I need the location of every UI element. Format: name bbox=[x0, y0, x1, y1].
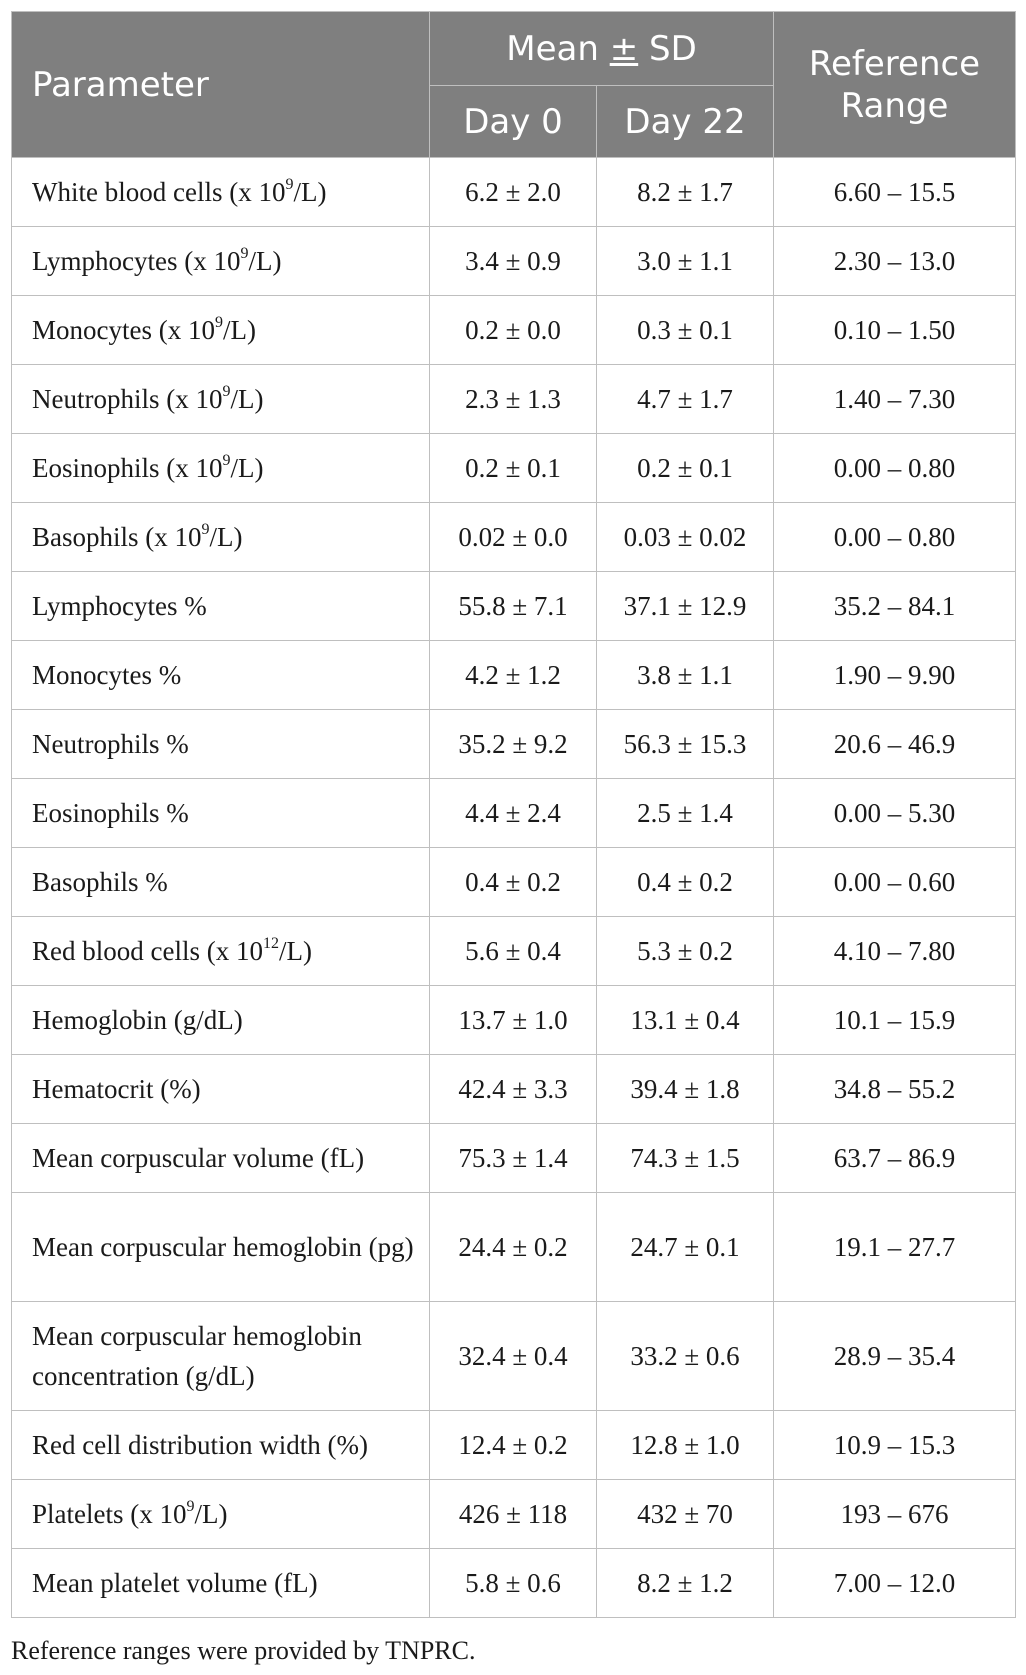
reference-range-cell: 0.00 – 0.80 bbox=[774, 503, 1016, 572]
parameter-name: Neutrophils (x 10 bbox=[32, 384, 223, 414]
day22-value-cell: 3.0 ± 1.1 bbox=[597, 227, 774, 296]
unit-exponent: 9 bbox=[285, 176, 294, 193]
parameter-cell bbox=[12, 227, 430, 296]
table-row bbox=[12, 848, 1016, 917]
table-row bbox=[12, 1480, 1016, 1549]
day0-value-cell: 13.7 ± 1.0 bbox=[430, 986, 597, 1055]
parameter-cell bbox=[12, 1055, 430, 1124]
day0-value-cell: 4.2 ± 1.2 bbox=[430, 641, 597, 710]
unit-exponent: 12 bbox=[262, 935, 279, 952]
table-row bbox=[12, 158, 1016, 227]
table-row bbox=[12, 710, 1016, 779]
reference-range-cell: 193 – 676 bbox=[774, 1480, 1016, 1549]
parameter-name: Mean platelet volume (fL) bbox=[32, 1568, 318, 1598]
table-row bbox=[12, 641, 1016, 710]
reference-range-cell: 6.60 – 15.5 bbox=[774, 158, 1016, 227]
reference-range-cell: 4.10 – 7.80 bbox=[774, 917, 1016, 986]
day22-value-cell: 4.7 ± 1.7 bbox=[597, 365, 774, 434]
parameter-cell bbox=[12, 158, 430, 227]
parameter-name: Basophils (x 10 bbox=[32, 522, 202, 552]
reference-range-cell: 1.40 – 7.30 bbox=[774, 365, 1016, 434]
day22-header: Day 22 bbox=[597, 86, 774, 158]
table-row bbox=[12, 1055, 1016, 1124]
day0-value-cell: 2.3 ± 1.3 bbox=[430, 365, 597, 434]
table-header bbox=[12, 12, 1016, 158]
parameter-cell bbox=[12, 1549, 430, 1618]
reference-range-cell: 63.7 – 86.9 bbox=[774, 1124, 1016, 1193]
table-row bbox=[12, 227, 1016, 296]
parameter-name: Monocytes % bbox=[32, 660, 182, 690]
parameter-cell bbox=[12, 1411, 430, 1480]
day0-value-cell: 42.4 ± 3.3 bbox=[430, 1055, 597, 1124]
reference-range-cell: 7.00 – 12.0 bbox=[774, 1549, 1016, 1618]
unit-suffix: /L) bbox=[248, 246, 282, 276]
reference-range-cell: 10.9 – 15.3 bbox=[774, 1411, 1016, 1480]
reference-range-cell: 0.00 – 5.30 bbox=[774, 779, 1016, 848]
reference-range-cell: 2.30 – 13.0 bbox=[774, 227, 1016, 296]
day22-value-cell: 0.4 ± 0.2 bbox=[597, 848, 774, 917]
parameter-name: Eosinophils % bbox=[32, 798, 189, 828]
parameter-name: Red blood cells (x 10 bbox=[32, 936, 263, 966]
parameter-name: Hematocrit (%) bbox=[32, 1074, 201, 1104]
reference-range-cell: 28.9 – 35.4 bbox=[774, 1302, 1016, 1411]
parameter-name: Eosinophils (x 10 bbox=[32, 453, 223, 483]
parameter-name: Hemoglobin (g/dL) bbox=[32, 1005, 243, 1035]
parameter-cell bbox=[12, 779, 430, 848]
day22-value-cell: 12.8 ± 1.0 bbox=[597, 1411, 774, 1480]
day0-value-cell: 426 ± 118 bbox=[430, 1480, 597, 1549]
parameter-cell bbox=[12, 986, 430, 1055]
day0-value-cell: 32.4 ± 0.4 bbox=[430, 1302, 597, 1411]
table-row bbox=[12, 1549, 1016, 1618]
day22-value-cell: 8.2 ± 1.2 bbox=[597, 1549, 774, 1618]
reference-range-cell: 0.10 – 1.50 bbox=[774, 296, 1016, 365]
parameter-cell bbox=[12, 848, 430, 917]
day22-value-cell: 3.8 ± 1.1 bbox=[597, 641, 774, 710]
parameter-name: Basophils % bbox=[32, 867, 168, 897]
day22-value-cell: 2.5 ± 1.4 bbox=[597, 779, 774, 848]
day0-value-cell: 0.4 ± 0.2 bbox=[430, 848, 597, 917]
parameter-name: Mean corpuscular hemoglobin concentration (g/dL) bbox=[32, 1321, 362, 1391]
day0-value-cell: 55.8 ± 7.1 bbox=[430, 572, 597, 641]
unit-suffix: /L) bbox=[293, 177, 327, 207]
unit-suffix: /L) bbox=[230, 453, 264, 483]
day22-value-cell: 432 ± 70 bbox=[597, 1480, 774, 1549]
parameter-header: Parameter bbox=[12, 12, 430, 158]
table-row bbox=[12, 986, 1016, 1055]
parameter-name: Lymphocytes (x 10 bbox=[32, 246, 241, 276]
parameter-cell bbox=[12, 1480, 430, 1549]
day22-value-cell: 8.2 ± 1.7 bbox=[597, 158, 774, 227]
hematology-table bbox=[11, 11, 1016, 1618]
parameter-cell bbox=[12, 503, 430, 572]
day0-header: Day 0 bbox=[430, 86, 597, 158]
parameter-name: Lymphocytes % bbox=[32, 591, 207, 621]
reference-range-cell: 0.00 – 0.60 bbox=[774, 848, 1016, 917]
table-row bbox=[12, 779, 1016, 848]
parameter-cell bbox=[12, 1193, 430, 1302]
unit-exponent: 9 bbox=[201, 521, 210, 538]
reference-range-cell: 34.8 – 55.2 bbox=[774, 1055, 1016, 1124]
unit-suffix: /L) bbox=[194, 1499, 228, 1529]
day22-value-cell: 24.7 ± 0.1 bbox=[597, 1193, 774, 1302]
reference-range-cell: 1.90 – 9.90 bbox=[774, 641, 1016, 710]
day22-value-cell: 37.1 ± 12.9 bbox=[597, 572, 774, 641]
day0-value-cell: 4.4 ± 2.4 bbox=[430, 779, 597, 848]
day22-value-cell: 0.2 ± 0.1 bbox=[597, 434, 774, 503]
table-row bbox=[12, 503, 1016, 572]
parameter-cell bbox=[12, 365, 430, 434]
day0-value-cell: 5.6 ± 0.4 bbox=[430, 917, 597, 986]
unit-exponent: 9 bbox=[222, 383, 231, 400]
reference-range-cell: 10.1 – 15.9 bbox=[774, 986, 1016, 1055]
day0-value-cell: 75.3 ± 1.4 bbox=[430, 1124, 597, 1193]
parameter-cell bbox=[12, 296, 430, 365]
reference-range-cell: 20.6 – 46.9 bbox=[774, 710, 1016, 779]
unit-suffix: /L) bbox=[209, 522, 243, 552]
day0-value-cell: 5.8 ± 0.6 bbox=[430, 1549, 597, 1618]
table-row bbox=[12, 1302, 1016, 1411]
day22-value-cell: 13.1 ± 0.4 bbox=[597, 986, 774, 1055]
day0-value-cell: 0.02 ± 0.0 bbox=[430, 503, 597, 572]
reference-range-cell: 0.00 – 0.80 bbox=[774, 434, 1016, 503]
reference-range-cell: 35.2 – 84.1 bbox=[774, 572, 1016, 641]
reference-range-header: Reference Range bbox=[774, 12, 1016, 158]
mean-sd-header: Mean ± SD bbox=[430, 12, 774, 86]
day0-value-cell: 0.2 ± 0.0 bbox=[430, 296, 597, 365]
table-row bbox=[12, 572, 1016, 641]
table-body bbox=[12, 158, 1016, 1618]
day0-value-cell: 6.2 ± 2.0 bbox=[430, 158, 597, 227]
reference-range-cell: 19.1 – 27.7 bbox=[774, 1193, 1016, 1302]
parameter-cell bbox=[12, 917, 430, 986]
day22-value-cell: 5.3 ± 0.2 bbox=[597, 917, 774, 986]
table-row bbox=[12, 434, 1016, 503]
parameter-name: Mean corpuscular volume (fL) bbox=[32, 1143, 365, 1173]
parameter-cell bbox=[12, 572, 430, 641]
day22-value-cell: 56.3 ± 15.3 bbox=[597, 710, 774, 779]
unit-suffix: /L) bbox=[222, 315, 256, 345]
parameter-cell bbox=[12, 710, 430, 779]
day0-value-cell: 0.2 ± 0.1 bbox=[430, 434, 597, 503]
unit-exponent: 9 bbox=[214, 314, 223, 331]
parameter-cell bbox=[12, 641, 430, 710]
parameter-cell bbox=[12, 434, 430, 503]
table-row bbox=[12, 1124, 1016, 1193]
parameter-name: Neutrophils % bbox=[32, 729, 189, 759]
day0-value-cell: 24.4 ± 0.2 bbox=[430, 1193, 597, 1302]
parameter-name: White blood cells (x 10 bbox=[32, 177, 286, 207]
parameter-name: Platelets (x 10 bbox=[32, 1499, 187, 1529]
day0-value-cell: 3.4 ± 0.9 bbox=[430, 227, 597, 296]
day22-value-cell: 39.4 ± 1.8 bbox=[597, 1055, 774, 1124]
table-row bbox=[12, 296, 1016, 365]
day22-value-cell: 0.03 ± 0.02 bbox=[597, 503, 774, 572]
parameter-name: Monocytes (x 10 bbox=[32, 315, 215, 345]
unit-exponent: 9 bbox=[186, 1498, 195, 1515]
parameter-name: Red cell distribution width (%) bbox=[32, 1430, 368, 1460]
parameter-cell bbox=[12, 1124, 430, 1193]
day0-value-cell: 12.4 ± 0.2 bbox=[430, 1411, 597, 1480]
day0-value-cell: 35.2 ± 9.2 bbox=[430, 710, 597, 779]
footnote: Reference ranges were provided by TNPRC. bbox=[11, 1636, 476, 1665]
unit-suffix: /L) bbox=[278, 936, 312, 966]
unit-suffix: /L) bbox=[230, 384, 264, 414]
table-row bbox=[12, 1193, 1016, 1302]
table-row bbox=[12, 1411, 1016, 1480]
unit-exponent: 9 bbox=[240, 245, 249, 262]
day22-value-cell: 33.2 ± 0.6 bbox=[597, 1302, 774, 1411]
parameter-name: Mean corpuscular hemoglobin (pg) bbox=[32, 1232, 414, 1262]
table-row bbox=[12, 365, 1016, 434]
unit-exponent: 9 bbox=[222, 452, 231, 469]
day22-value-cell: 0.3 ± 0.1 bbox=[597, 296, 774, 365]
table-row bbox=[12, 917, 1016, 986]
day22-value-cell: 74.3 ± 1.5 bbox=[597, 1124, 774, 1193]
parameter-cell bbox=[12, 1302, 430, 1411]
